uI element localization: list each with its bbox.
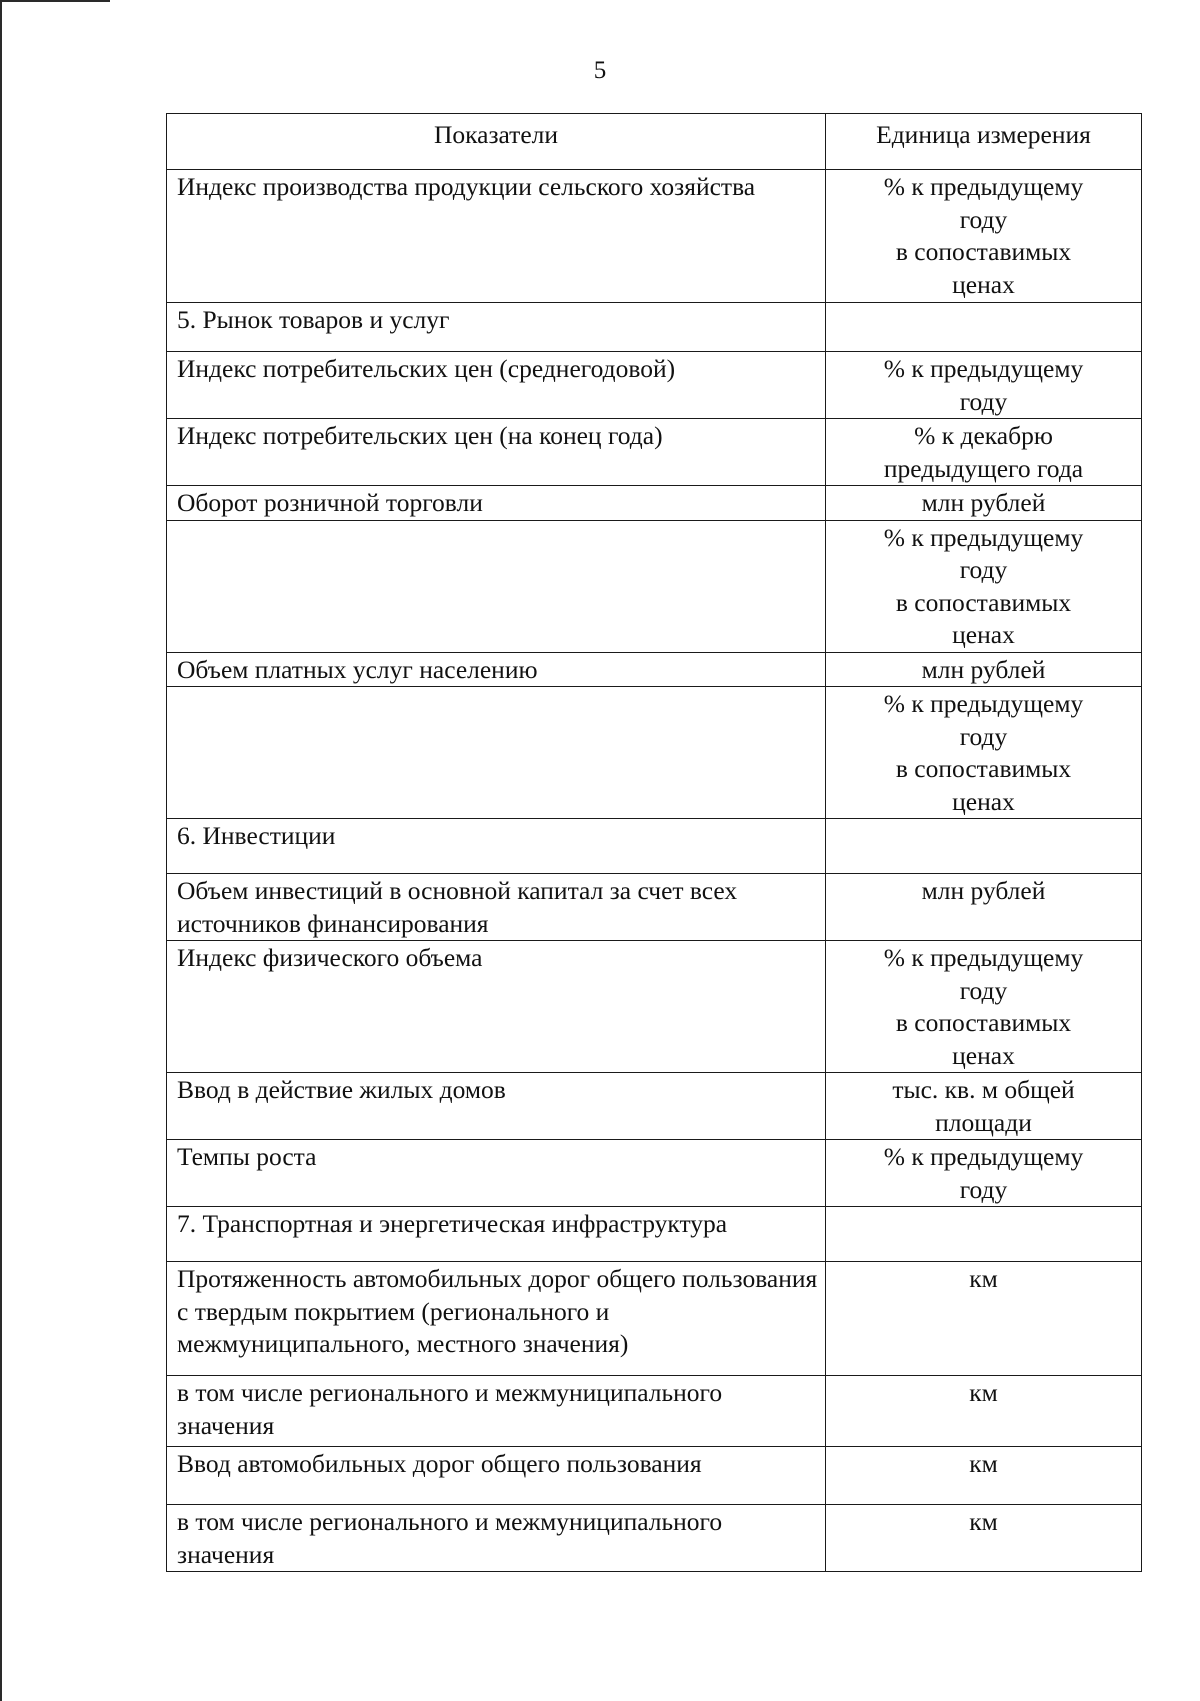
unit-cell <box>826 1447 1142 1505</box>
table-row <box>167 874 1142 941</box>
indicator-cell <box>167 1505 826 1572</box>
unit-cell <box>826 819 1142 874</box>
unit-text: % к предыдущему году в сопоставимых ценах <box>883 943 1084 1070</box>
unit-cell <box>826 687 1142 819</box>
unit-text: тыс. кв. м общей площади <box>892 1075 1075 1137</box>
indicator-text: Ввод в действие жилых домов <box>177 1075 506 1104</box>
unit-text: % к предыдущему году в сопоставимых ценах <box>883 172 1084 299</box>
unit-text <box>830 1207 1137 1208</box>
table-row <box>167 1207 1142 1262</box>
indicator-text: Ввод автомобильных дорог общего пользования <box>177 1449 702 1478</box>
unit-text <box>830 819 1137 820</box>
section-heading-cell <box>167 819 826 874</box>
indicator-text: Объем платных услуг населению <box>177 654 538 684</box>
header-unit-label: Единица измерения <box>876 120 1091 149</box>
unit-text: % к предыдущему году <box>883 1142 1084 1204</box>
unit-cell <box>826 1262 1142 1376</box>
table-row <box>167 1262 1142 1376</box>
unit-text <box>830 303 1137 304</box>
indicator-cell <box>167 352 826 419</box>
indicator-text: Индекс потребительских цен (на конец года) <box>177 421 663 450</box>
table-row <box>167 1447 1142 1505</box>
unit-text: млн рублей <box>921 654 1046 684</box>
unit-cell <box>826 303 1142 352</box>
unit-text: % к предыдущему году в сопоставимых ценах <box>883 522 1084 649</box>
table-row <box>167 1073 1142 1140</box>
scan-edge-top <box>0 0 110 2</box>
indicator-cell <box>167 1140 826 1207</box>
table-row <box>167 687 1142 819</box>
unit-cell <box>826 170 1142 303</box>
indicator-text: Протяженность автомобильных дорог общего пользования с твердым покрытием (регионального и межмуниципального, местного значения) <box>177 1264 818 1358</box>
indicator-text <box>177 687 819 688</box>
table-row <box>167 819 1142 874</box>
page-number: 5 <box>593 57 607 84</box>
indicator-text: в том числе регионального и межмуниципального значения <box>177 1378 723 1440</box>
table-row <box>167 1505 1142 1572</box>
header-indicators <box>167 114 826 170</box>
section-heading-text: 5. Рынок товаров и услуг <box>177 305 450 334</box>
unit-cell <box>826 486 1142 521</box>
unit-cell <box>826 941 1142 1073</box>
unit-text: км <box>969 1264 998 1293</box>
table-row <box>167 170 1142 303</box>
indicator-text: Индекс потребительских цен (среднегодовой) <box>177 354 676 383</box>
unit-text: % к предыдущему году <box>883 354 1084 416</box>
indicator-cell <box>167 170 826 303</box>
table-row <box>167 1140 1142 1207</box>
unit-cell <box>826 874 1142 941</box>
unit-text: % к декабрю предыдущего года <box>883 421 1084 483</box>
table-row <box>167 941 1142 1073</box>
section-heading-cell <box>167 1207 826 1262</box>
section-heading-cell <box>167 303 826 352</box>
unit-text: км <box>969 1449 998 1478</box>
indicator-cell <box>167 1447 826 1505</box>
section-heading-text: 6. Инвестиции <box>177 821 336 850</box>
table-header-row <box>167 114 1142 170</box>
indicator-cell <box>167 1262 826 1376</box>
indicator-cell <box>167 1073 826 1140</box>
unit-cell <box>826 1376 1142 1447</box>
unit-cell <box>826 1140 1142 1207</box>
unit-text: млн рублей <box>921 876 1046 905</box>
indicator-cell <box>167 520 826 652</box>
indicator-text: Оборот розничной торговли <box>177 488 483 517</box>
section-heading-text: 7. Транспортная и энергетическая инфраструктура <box>177 1209 728 1238</box>
header-indicators-label: Показатели <box>433 120 559 149</box>
unit-cell <box>826 652 1142 687</box>
indicators-table <box>166 113 1142 1572</box>
unit-cell <box>826 419 1142 486</box>
indicator-text: Индекс физического объема <box>177 943 483 972</box>
table-row <box>167 652 1142 687</box>
indicator-text: в том числе регионального и межмуниципального значения <box>177 1507 723 1569</box>
indicator-cell <box>167 652 826 687</box>
table-row <box>167 1376 1142 1447</box>
scan-edge-left <box>0 0 2 1701</box>
unit-text: % к предыдущему году в сопоставимых ценах <box>883 689 1084 816</box>
unit-cell <box>826 1207 1142 1262</box>
indicator-text: Объем инвестиций в основной капитал за счет всех источников финансирования <box>177 876 738 938</box>
indicator-cell <box>167 1376 826 1447</box>
table-row <box>167 419 1142 486</box>
unit-text: км <box>969 1378 998 1407</box>
header-unit <box>826 114 1142 170</box>
indicator-cell <box>167 486 826 521</box>
indicator-text: Темпы роста <box>177 1142 317 1171</box>
table-row <box>167 486 1142 521</box>
table-row <box>167 303 1142 352</box>
indicator-cell <box>167 941 826 1073</box>
unit-cell <box>826 1505 1142 1572</box>
unit-cell <box>826 352 1142 419</box>
indicator-cell <box>167 687 826 819</box>
indicator-text <box>177 521 819 522</box>
indicator-cell <box>167 874 826 941</box>
unit-text: км <box>969 1507 998 1536</box>
table-row <box>167 352 1142 419</box>
unit-text: млн рублей <box>921 488 1046 517</box>
indicator-cell <box>167 419 826 486</box>
indicator-text: Индекс производства продукции сельского хозяйства <box>177 172 756 201</box>
unit-cell <box>826 520 1142 652</box>
unit-cell <box>826 1073 1142 1140</box>
table-row <box>167 520 1142 652</box>
